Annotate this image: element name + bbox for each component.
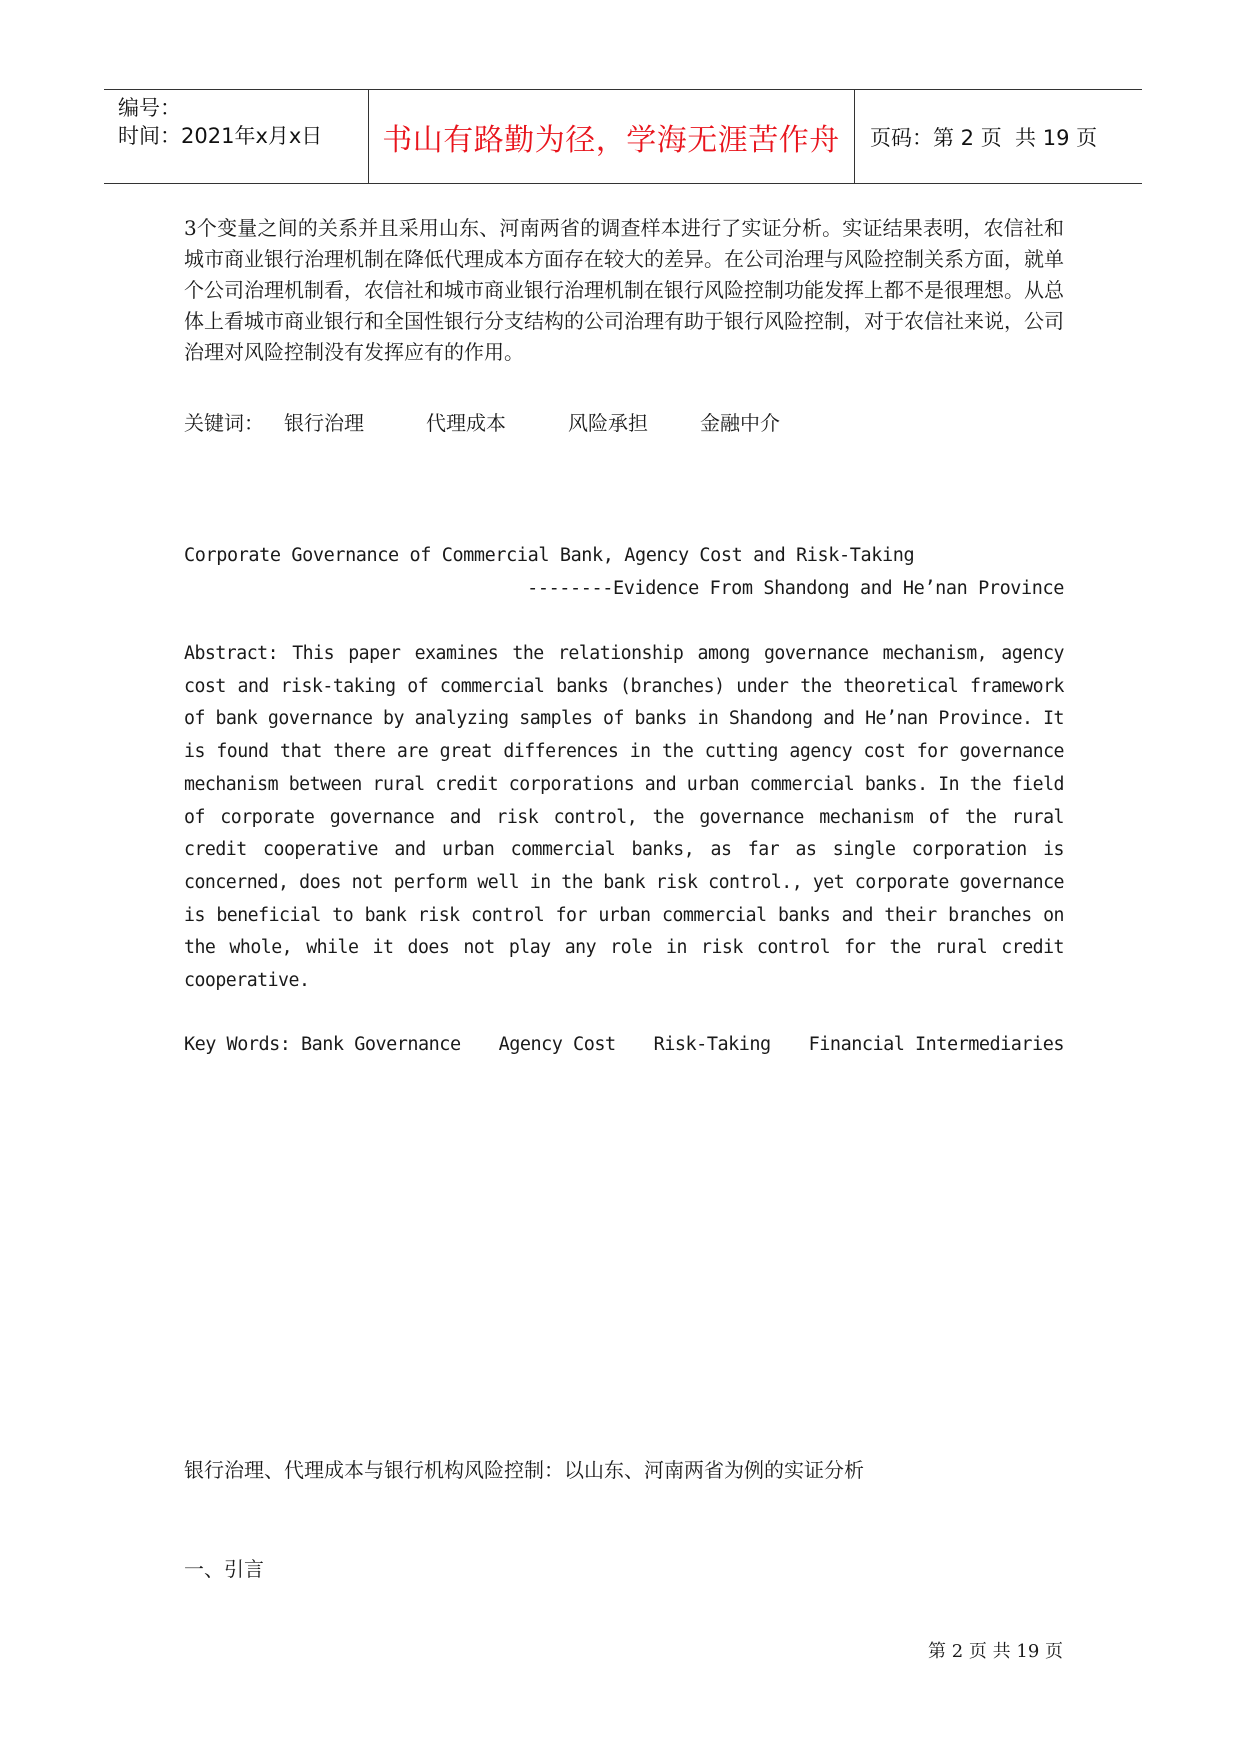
cn-keyword: 代理成本 <box>426 411 506 435</box>
document-time-label: 时间：2021年x月x日 <box>118 124 323 148</box>
header-divider <box>854 90 855 183</box>
en-keyword: Risk-Taking <box>653 1034 771 1055</box>
cn-paper-title: 银行治理、代理成本与银行机构风险控制：以山东、河南两省为例的实证分析 <box>184 1458 864 1482</box>
cn-keyword: 金融中介 <box>700 411 780 435</box>
cn-keywords-label: 关键词： <box>184 411 264 435</box>
en-title: Corporate Governance of Commercial Bank, Agency Cost and Risk-Taking <box>184 545 915 566</box>
cn-abstract-paragraph: 3个变量之间的关系并且采用山东、河南两省的调查样本进行了实证分析。实证结果表明，农信社和城市商业银行治理机制在降低代理成本方面存在较大的差异。在公司治理与风险控制关系方面，就单个公司治理机制看，农信社和城市商业银行治理机制在银行风险控制功能发挥上都不是很理想。从总体上看城市商业银行和全国性银行分支结构的公司治理有助于银行风险控制，对于农信社来说，公司治理对风险控制没有发挥应有的作用。 <box>184 216 1064 364</box>
section-heading: 一、引言 <box>184 1557 264 1581</box>
en-keyword: Agency Cost <box>498 1034 616 1055</box>
en-keywords <box>184 1030 1064 1060</box>
en-abstract-paragraph: Abstract: This paper examines the relationship among governance mechanism, agency cost and risk-taking of commercial banks (branches) under the theoretical framework of bank governance by analyzing samples of banks in Shandong and He’nan Province. It is found that there are great differences in the cutting agency cost for governance mechanism between rural credit corporations and urban commercial banks. In the field of corporate governance and risk control, the governance mechanism of the rural credit cooperative and urban commercial banks, as far as single corporation is concerned, does not perform well in the bank risk control., yet corporate governance is beneficial to bank risk control for urban commercial banks and their branches on the whole, while it does not play any role in risk control for the rural credit cooperative. <box>184 643 1064 992</box>
en-keywords-label: Key Words: Bank Governance <box>184 1034 461 1055</box>
document-number-label: 编号： <box>118 96 181 120</box>
page-header <box>104 89 1142 184</box>
cn-keyword: 风险承担 <box>568 411 648 435</box>
cn-keyword: 银行治理 <box>284 411 364 435</box>
header-page-number: 页码：第 2 页 共 19 页 <box>870 125 1098 150</box>
cn-keywords <box>184 408 1064 438</box>
header-meta <box>118 94 322 150</box>
header-motto: 书山有路勤为径，学海无涯苦作舟 <box>382 122 840 158</box>
en-keyword: Financial Intermediaries <box>808 1034 1064 1055</box>
en-subtitle: --------Evidence From Shandong and He’nan Province <box>527 578 1064 599</box>
footer-page-number: 第 2 页 共 19 页 <box>928 1641 1063 1662</box>
